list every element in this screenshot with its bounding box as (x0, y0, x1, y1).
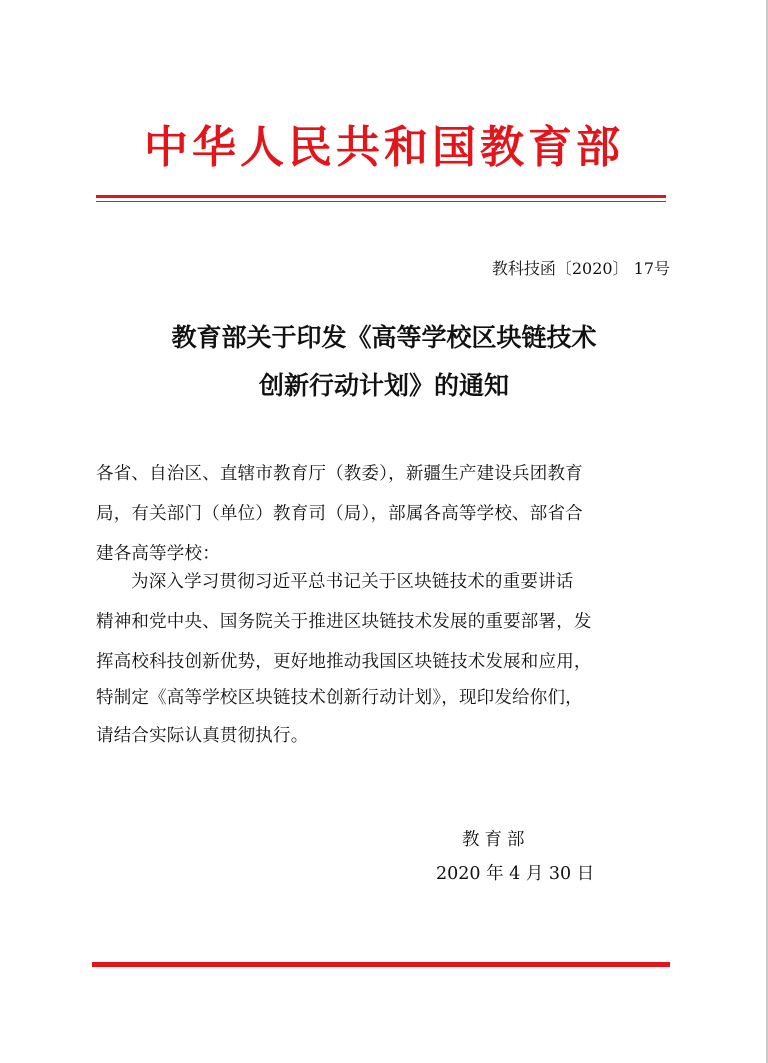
footer-divider (92, 962, 670, 967)
document-number: 教科技函〔2020〕 17号 (491, 259, 670, 278)
document-title-line-1: 教育部关于印发《高等学校区块链技术 (171, 323, 597, 352)
addressee-line-1: 各省、自治区、直辖市教育厅（教委），新疆生产建设兵团教育 (96, 464, 583, 484)
issuer-header: 中华人民共和国教育部 (144, 122, 624, 173)
header-divider-thin (96, 201, 666, 202)
signature-organization: 教育部 (462, 830, 530, 850)
body-line-1: 为深入学习贯彻习近平总书记关于区块链技术的重要讲话 (131, 572, 574, 592)
addressee-line-2: 局，有关部门（单位）教育司（局），部属各高等学校、部省合 (96, 504, 583, 524)
body-line-4: 特制定《高等学校区块链技术创新行动计划》，现印发给你们， (96, 688, 583, 708)
addressee-line-3: 建各高等学校： (96, 544, 220, 564)
body-line-5: 请结合实际认真贯彻执行。 (96, 726, 309, 746)
header-divider (96, 195, 666, 198)
body-line-2: 精神和党中央、国务院关于推进区块链技术发展的重要部署，发 (96, 612, 592, 632)
signature-date: 2020 年 4 月 30 日 (436, 864, 595, 884)
body-line-3: 挥高校科技创新优势，更好地推动我国区块链技术发展和应用， (96, 652, 592, 672)
document-title-line-2: 创新行动计划》的通知 (258, 371, 509, 400)
